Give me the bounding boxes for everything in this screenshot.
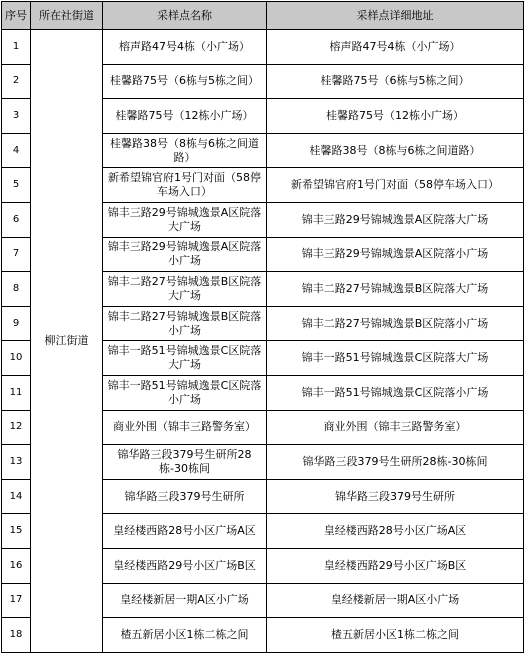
row-index-cell: 1 (2, 30, 31, 65)
row-index-cell: 16 (2, 548, 31, 583)
point-address-cell: 锦华路三段379号生研所 (267, 479, 524, 514)
row-index-cell: 8 (2, 272, 31, 307)
row-index-cell: 4 (2, 133, 31, 168)
point-address-cell: 楂五新居小区1栋二栋之间 (267, 618, 524, 653)
point-name-cell: 皇经楼新居一期A区小广场 (103, 583, 267, 618)
point-address-cell: 皇经楼西路28号小区广场A区 (267, 514, 524, 549)
point-address-cell: 锦丰三路29号锦城逸景A区院落小广场 (267, 237, 524, 272)
row-index-cell: 15 (2, 514, 31, 549)
point-name-cell: 桂馨路75号（12栋小广场） (103, 99, 267, 134)
point-address-cell: 桂馨路75号（12栋小广场） (267, 99, 524, 134)
point-name-cell: 桂馨路75号（6栋与5栋之间） (103, 64, 267, 99)
row-index-cell: 18 (2, 618, 31, 653)
row-index-cell: 13 (2, 445, 31, 480)
row-index-cell: 10 (2, 341, 31, 376)
point-address-cell: 榕声路47号4栋（小广场） (267, 30, 524, 65)
point-name-cell: 锦丰二路27号锦城逸景B区院落大广场 (103, 272, 267, 307)
header-row (2, 2, 524, 30)
point-name-cell: 皇经楼西路29号小区广场B区 (103, 548, 267, 583)
table-row (2, 30, 524, 65)
row-index-cell: 2 (2, 64, 31, 99)
point-address-cell: 锦丰二路27号锦城逸景B区院落小广场 (267, 306, 524, 341)
point-address-cell: 锦丰一路51号锦城逸景C区院落大广场 (267, 341, 524, 376)
point-name-cell: 榕声路47号4栋（小广场） (103, 30, 267, 65)
point-address-cell: 皇经楼新居一期A区小广场 (267, 583, 524, 618)
point-address-cell: 锦丰二路27号锦城逸景B区院落大广场 (267, 272, 524, 307)
point-name-cell: 锦丰一路51号锦城逸景C区院落大广场 (103, 341, 267, 376)
row-index-cell: 5 (2, 168, 31, 203)
header-index: 序号 (2, 2, 31, 30)
sampling-points-table (1, 1, 524, 653)
row-index-cell: 12 (2, 410, 31, 445)
point-name-cell: 桂馨路38号（8栋与6栋之间道路） (103, 133, 267, 168)
street-cell: 柳江街道 (31, 30, 103, 653)
row-index-cell: 3 (2, 99, 31, 134)
point-name-cell: 锦丰三路29号锦城逸景A区院落小广场 (103, 237, 267, 272)
point-address-cell: 锦丰三路29号锦城逸景A区院落大广场 (267, 202, 524, 237)
point-name-cell: 新希望锦官府1号门对面（58停车场入口） (103, 168, 267, 203)
point-name-cell: 锦丰三路29号锦城逸景A区院落大广场 (103, 202, 267, 237)
point-address-cell: 桂馨路75号（6栋与5栋之间） (267, 64, 524, 99)
point-address-cell: 桂馨路38号（8栋与6栋之间道路） (267, 133, 524, 168)
point-name-cell: 锦丰二路27号锦城逸景B区院落小广场 (103, 306, 267, 341)
point-address-cell: 锦丰一路51号锦城逸景C区院落小广场 (267, 375, 524, 410)
row-index-cell: 17 (2, 583, 31, 618)
point-name-cell: 楂五新居小区1栋二栋之间 (103, 618, 267, 653)
point-address-cell: 皇经楼西路29号小区广场B区 (267, 548, 524, 583)
header-point-address: 采样点详细地址 (267, 2, 524, 30)
point-name-cell: 锦华路三段379号生研所 (103, 479, 267, 514)
row-index-cell: 14 (2, 479, 31, 514)
point-name-cell: 锦华路三段379号生研所28栋-30栋间 (103, 445, 267, 480)
row-index-cell: 11 (2, 375, 31, 410)
point-name-cell: 锦丰一路51号锦城逸景C区院落小广场 (103, 375, 267, 410)
point-address-cell: 商业外围（锦丰三路警务室） (267, 410, 524, 445)
row-index-cell: 9 (2, 306, 31, 341)
header-street: 所在社街道 (31, 2, 103, 30)
point-address-cell: 锦华路三段379号生研所28栋-30栋间 (267, 445, 524, 480)
row-index-cell: 6 (2, 202, 31, 237)
header-point-name: 采样点名称 (103, 2, 267, 30)
table-body (2, 30, 524, 653)
point-name-cell: 皇经楼西路28号小区广场A区 (103, 514, 267, 549)
row-index-cell: 7 (2, 237, 31, 272)
point-address-cell: 新希望锦官府1号门对面（58停车场入口） (267, 168, 524, 203)
point-name-cell: 商业外围（锦丰三路警务室） (103, 410, 267, 445)
